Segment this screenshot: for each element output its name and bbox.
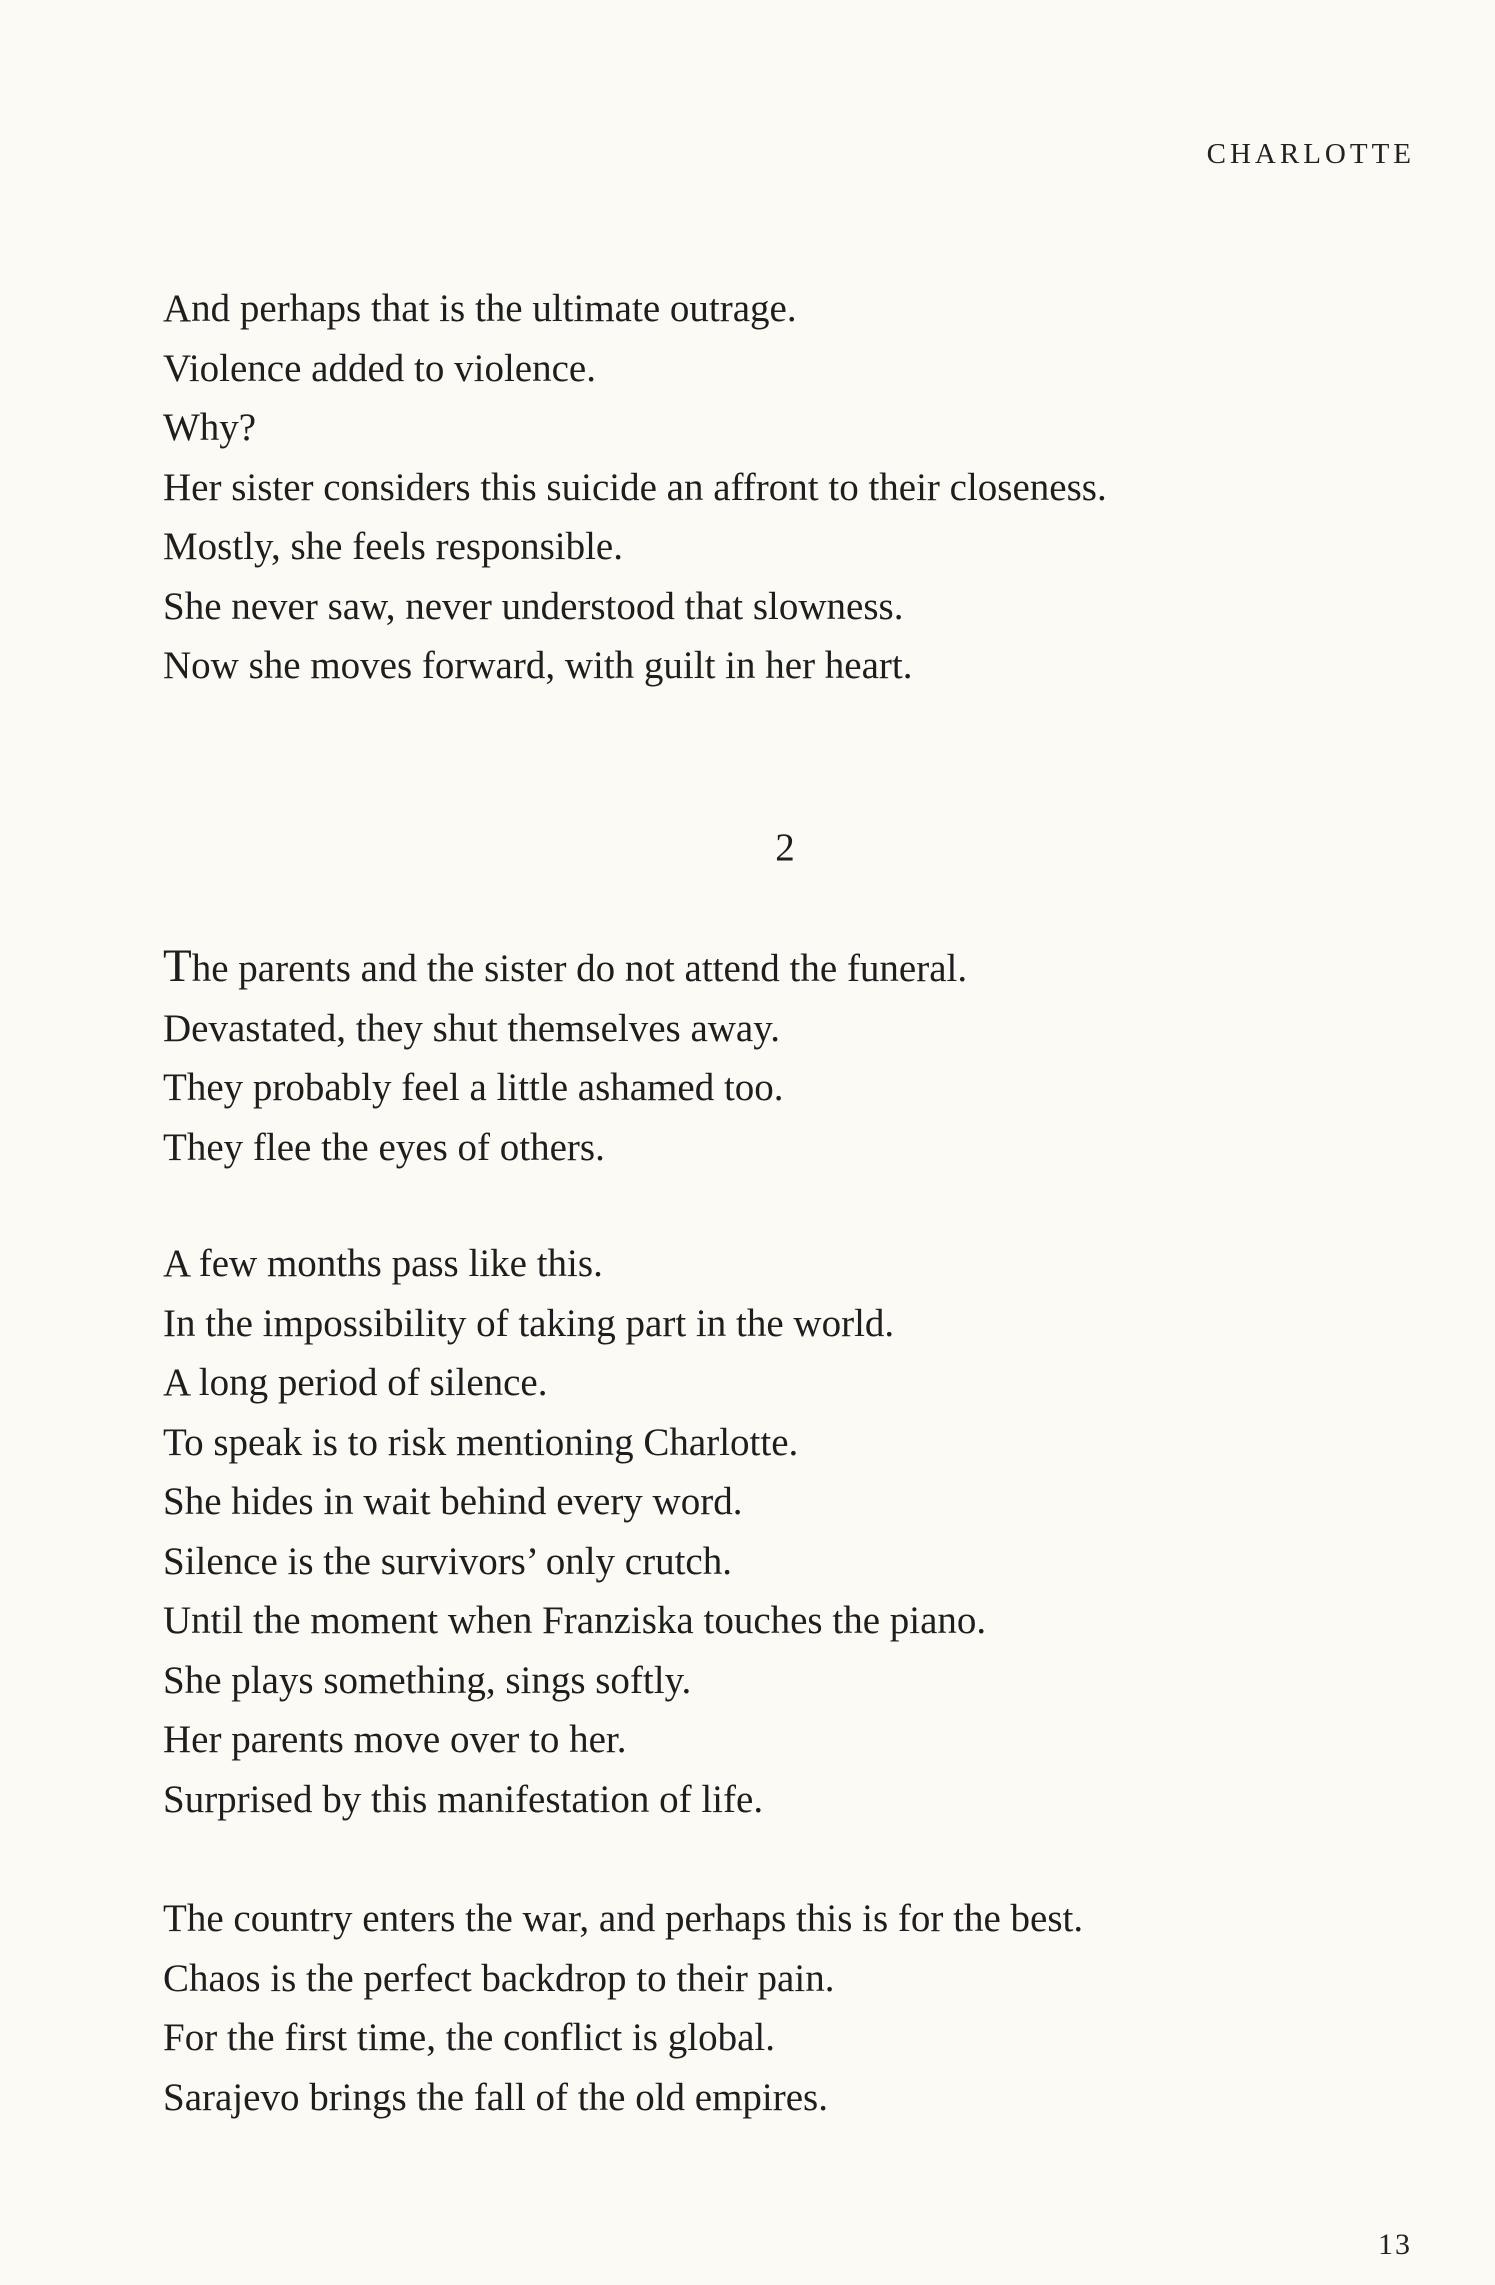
text-line: The country enters the war, and perhaps this is for the best. (163, 1897, 1084, 1940)
text-line: Devastated, they shut themselves away. (163, 1006, 780, 1050)
text-line: They probably feel a little ashamed too. (163, 1066, 784, 1109)
first-line-text: he parents and the sister do not attend the funeral. (191, 947, 968, 990)
text-line: Surprised by this manifestation of life. (163, 1777, 764, 1821)
text-line: Why? (163, 406, 257, 449)
drop-cap: T (163, 940, 192, 992)
stanza-4 (163, 1889, 1363, 2127)
text-line: They flee the eyes of others. (163, 1125, 605, 1169)
running-head: CHARLOTTE (1206, 138, 1415, 170)
stanza-2 (163, 937, 1363, 1177)
text-line: In the impossibility of taking part in the world. (163, 1301, 895, 1345)
text-line: A few months pass like this. (163, 1242, 603, 1285)
text-line: Chaos is the perfect backdrop to their pain. (163, 1956, 835, 2000)
stanza-3 (163, 1234, 1363, 1829)
text-line: Her sister considers this suicide an affront to their closeness. (163, 465, 1107, 509)
text-line: Silence is the survivors’ only crutch. (163, 1539, 732, 1583)
text-line: Now she moves forward, with guilt in her heart. (163, 644, 913, 687)
text-line: She hides in wait behind every word. (163, 1480, 743, 1523)
text-line: A long period of silence. (163, 1361, 548, 1404)
text-line: Sarajevo brings the fall of the old empires. (163, 2075, 828, 2119)
text-line: Until the moment when Franziska touches the piano. (163, 1599, 987, 1642)
text-line: Her parents move over to her. (163, 1718, 627, 1761)
text-line: Violence added to violence. (163, 346, 596, 390)
text-line-first (163, 937, 1363, 999)
text-line: For the first time, the conflict is global. (163, 2016, 775, 2059)
stanza-1 (163, 279, 1363, 696)
text-line: Mostly, she feels responsible. (163, 525, 623, 568)
page-number: 13 (1378, 2228, 1412, 2261)
section-number: 2 (775, 826, 795, 869)
text-line: She plays something, sings softly. (163, 1658, 692, 1702)
text-line: And perhaps that is the ultimate outrage. (163, 287, 797, 330)
text-line: To speak is to risk mentioning Charlotte. (163, 1420, 799, 1464)
text-line: She never saw, never understood that slowness. (163, 584, 904, 628)
